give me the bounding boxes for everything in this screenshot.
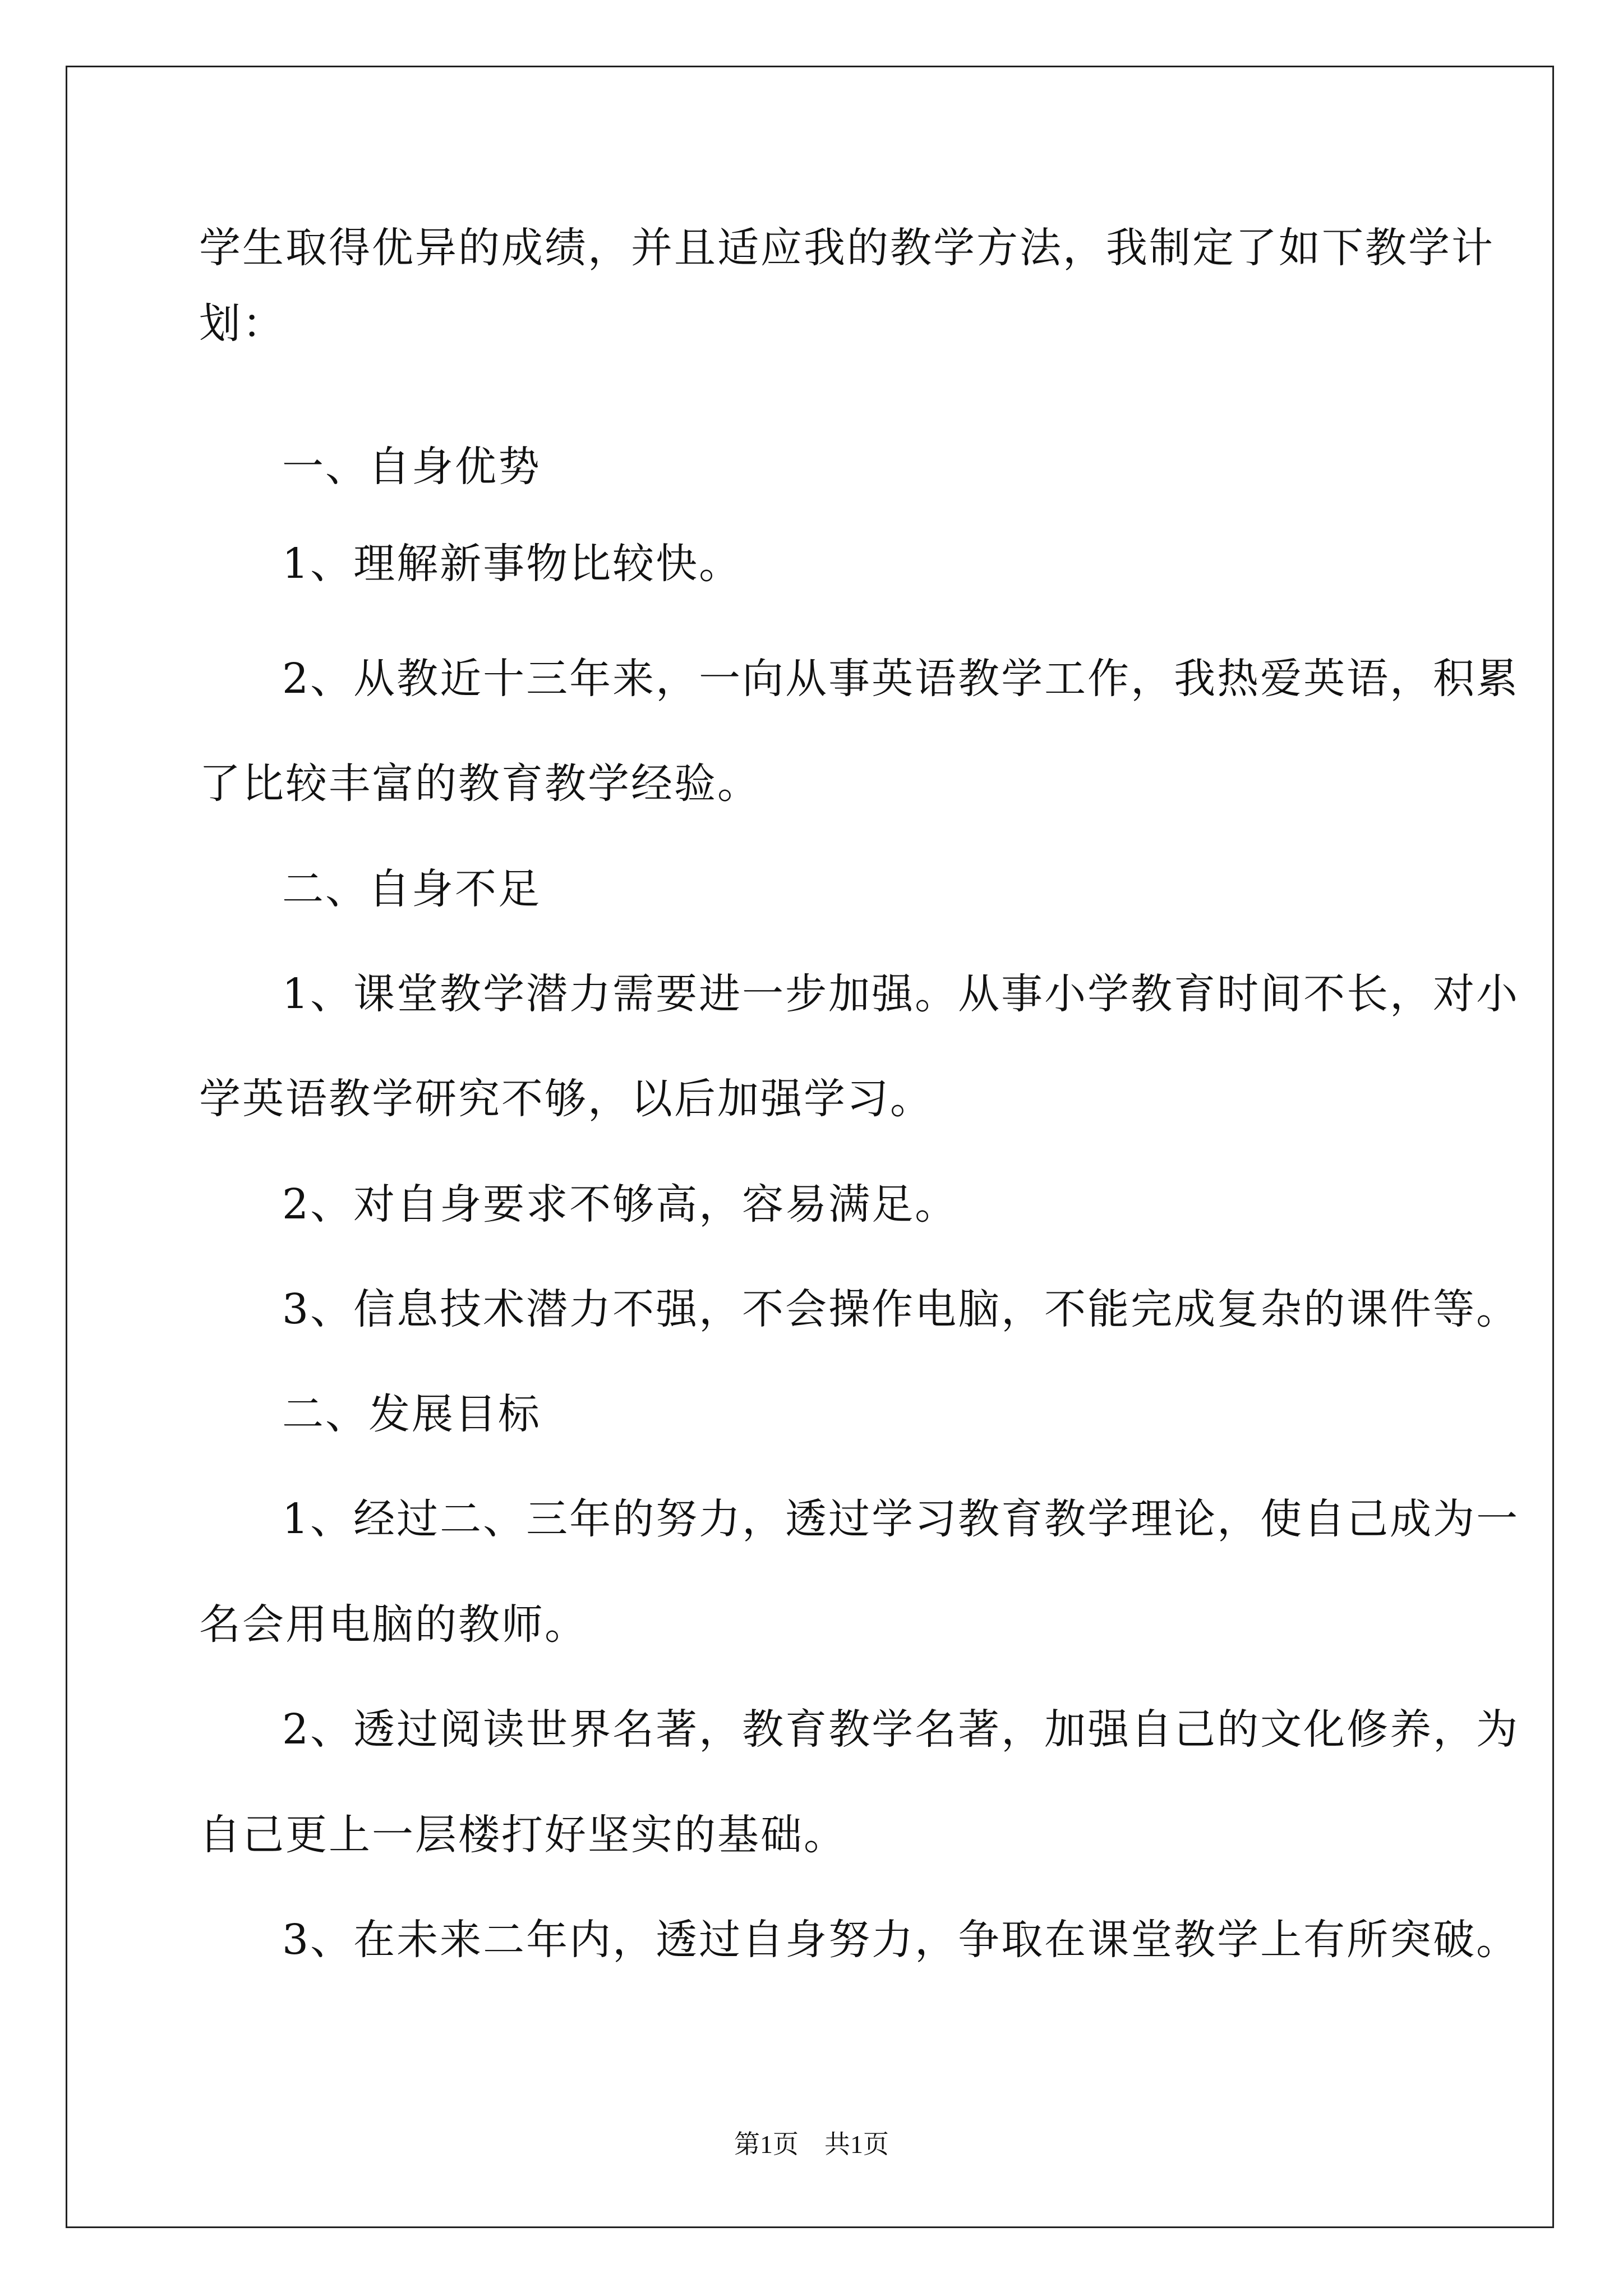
list-item: 1、理解新事物比较快。	[282, 540, 743, 588]
page-border	[66, 66, 1554, 2228]
list-item: 1、课堂教学潜力需要进一步加强。从事小学教育时间不长，对小	[282, 970, 1520, 1018]
paragraph-line: 学英语教学研究不够，以后加强学习。	[199, 1075, 933, 1123]
paragraph-line: 学生取得优异的成绩，并且适应我的教学方法，我制定了如下教学计	[199, 224, 1495, 272]
paragraph-line: 名会用电脑的教师。	[199, 1600, 588, 1649]
list-item: 3、信息技术潜力不强，不会操作电脑，不能完成复杂的课件等。	[282, 1285, 1520, 1333]
section-heading: 一、自身优势	[282, 443, 541, 491]
list-item: 2、透过阅读世界名著，教育教学名著，加强自己的文化修养，为	[282, 1705, 1520, 1754]
list-item: 2、从教近十三年来，一向从事英语教学工作，我热爱英语，积累	[282, 655, 1520, 703]
list-item: 1、经过二、三年的努力，透过学习教育教学理论，使自己成为一	[282, 1495, 1520, 1543]
list-item: 2、对自身要求不够高，容易满足。	[282, 1180, 958, 1228]
paragraph-line: 自己更上一层楼打好坚实的基础。	[199, 1811, 847, 1859]
list-item: 3、在未来二年内，透过自身努力，争取在课堂教学上有所突破。	[282, 1916, 1520, 1964]
section-heading: 二、自身不足	[282, 865, 541, 913]
paragraph-line: 了比较丰富的教育教学经验。	[199, 760, 760, 808]
section-heading: 二、发展目标	[282, 1390, 541, 1438]
page-footer: 第1页 共1页	[734, 2130, 889, 2159]
paragraph-line: 划：	[199, 300, 285, 348]
